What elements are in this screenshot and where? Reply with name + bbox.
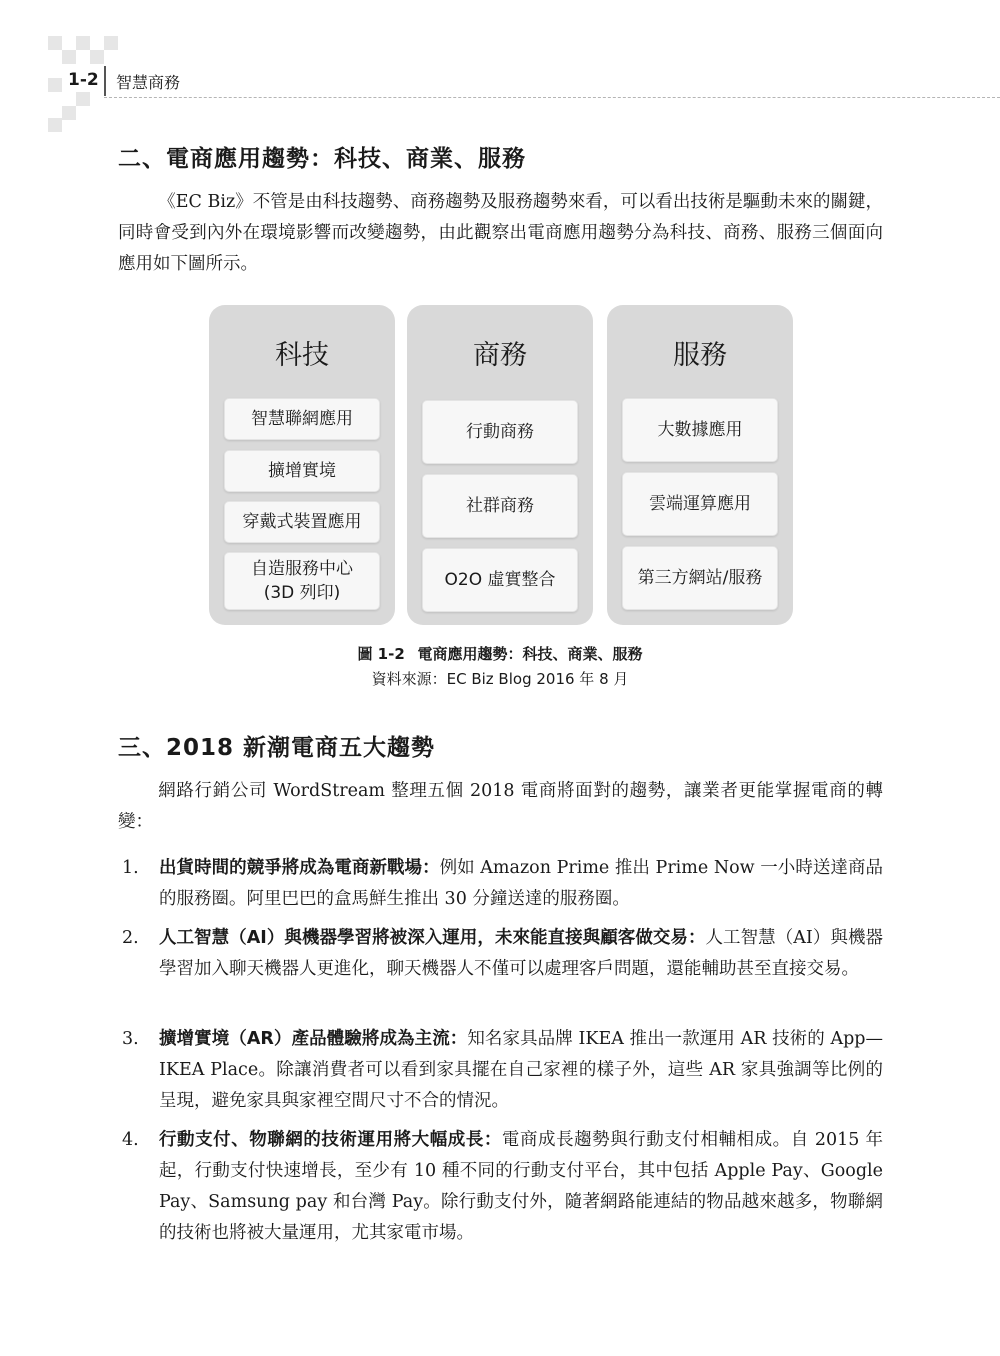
list-item-text: 電商成長趨勢與行動支付相輔相成。自 2015 年起，行動支付快速增長，至少有 10 種不同的行動支付平台，其中包括 Apple Pay、Google Pay、Samsung pay 和台灣 Pay。除行動支付外，隨著網路能連結的物品越來越多，物聯網的技術也將被大量運用，尤其家電市場。 [159,1130,883,1243]
section-2-paragraph: 《EC Biz》不管是由科技趨勢、商務趨勢及服務趨勢來看，可以看出技術是驅動未來的關鍵，同時會受到內外在環境影響而改變趨勢，由此觀察出電商應用趨勢分為科技、商務、服務三個面向應用如下圖所示。 [118,192,883,274]
page-number: 1-2 [68,70,99,90]
list-item-lead: 出貨時間的競爭將成為電商新戰場： [159,858,440,878]
figure-label: 圖 1-2 [357,645,405,663]
chapter-title: 智慧商務 [116,73,181,92]
list-item-lead: 擴增實境（AR）產品體驗將成為主流： [159,1029,468,1049]
running-header [60,66,1000,98]
figure-title: 電商應用趨勢：科技、商業、服務 [417,645,643,663]
header-dashed-rule [104,97,1000,98]
list-item-lead: 人工智慧（AI）與機器學習將被深入運用，未來能直接與顧客做交易： [159,928,706,948]
list-item-number: 2. [122,928,139,948]
list-item-number: 3. [122,1029,139,1049]
diagram-item: 智慧聯網應用 [224,398,380,440]
column-title: 服務 [673,340,727,371]
figure-caption [0,643,1000,664]
diagram-item: 第三方網站/服務 [622,546,778,610]
diagram-item: 雲端運算應用 [622,472,778,536]
diagram-item-line: (3D 列印) [263,583,341,603]
diagram-item: 行動商務 [422,400,578,464]
column-title: 科技 [275,340,329,371]
list-item-text: 例如 Amazon Prime 推出 Prime Now 一小時送達商品的服務圈。阿里巴巴的盒馬鮮生推出 30 分鐘送達的服務圈。 [159,858,883,909]
list-item [118,853,883,915]
section-2-heading: 二、電商應用趨勢：科技、商業、服務 [118,146,526,172]
list-item [118,923,883,985]
column-title: 商務 [473,340,527,371]
list-item-text: 知名家具品牌 IKEA 推出一款運用 AR 技術的 App—IKEA Place。除讓消費者可以看到家具擺在自己家裡的樣子外，這些 AR 家具強調等比例的呈現，避免家具與家裡空間尺寸不合的情況。 [159,1029,883,1111]
diagram-item: 擴增實境 [224,450,380,492]
header-divider [104,66,106,96]
diagram-column-service [607,305,793,625]
diagram-item: O2O 虛實整合 [422,548,578,612]
diagram-item [224,552,380,610]
list-item [118,1125,883,1249]
list-item-number: 4. [122,1130,139,1150]
list-item-text: 人工智慧（AI）與機器學習加入聊天機器人更進化，聊天機器人不僅可以處理客戶問題，還能輔助甚至直接交易。 [159,928,883,979]
section-3-paragraph: 網路行銷公司 WordStream 整理五個 2018 電商將面對的趨勢，讓業者更能掌握電商的轉變： [118,781,883,832]
diagram-item: 社群商務 [422,474,578,538]
diagram-column-technology [209,305,395,625]
diagram-item: 大數據應用 [622,398,778,462]
diagram-item-line: 自造服務中心 [251,559,353,579]
list-item-lead: 行動支付、物聯網的技術運用將大幅成長： [159,1130,502,1150]
section-3-heading: 三、2018 新潮電商五大趨勢 [118,735,436,761]
diagram-item: 穿戴式裝置應用 [224,501,380,543]
figure-source: 資料來源：EC Biz Blog 2016 年 8 月 [371,670,629,688]
list-item-number: 1. [122,858,139,878]
list-item [118,1024,883,1117]
trend-diagram [209,305,793,627]
diagram-column-commerce [407,305,593,625]
